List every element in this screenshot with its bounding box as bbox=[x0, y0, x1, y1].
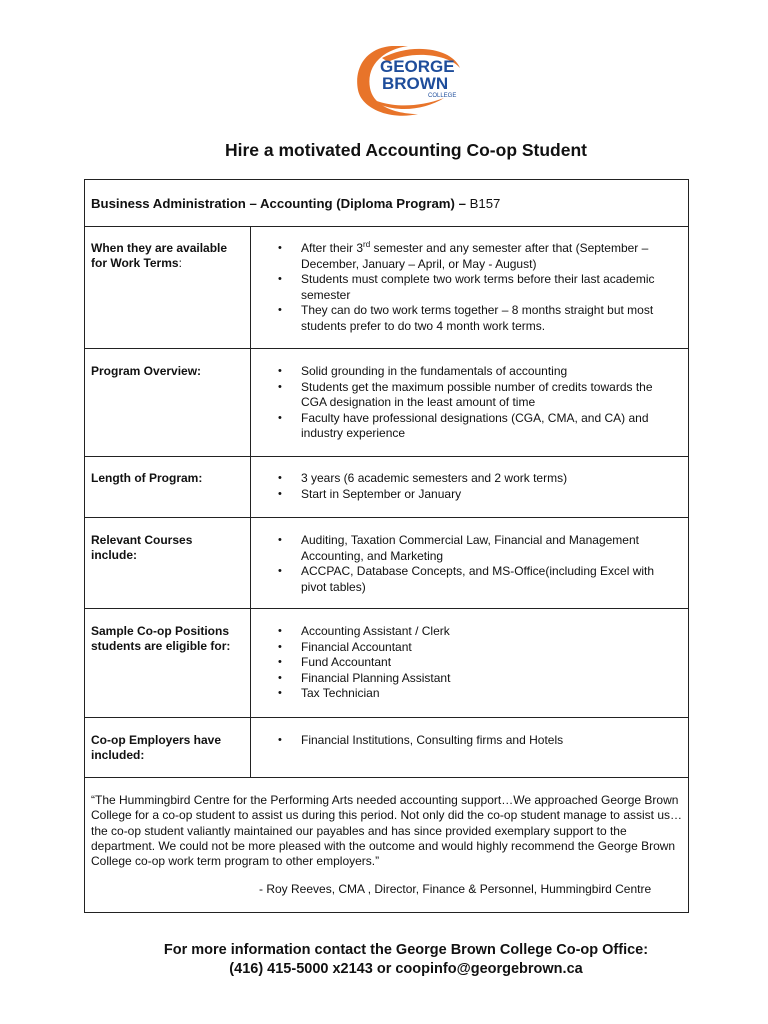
availability-list bbox=[278, 241, 678, 334]
list-item: • Students must complete two work terms before their last academic semester bbox=[278, 272, 678, 303]
logo-text-george: GEORGE bbox=[380, 57, 455, 76]
row-label-employers: Co-op Employers have included: bbox=[91, 733, 222, 762]
row-divider bbox=[85, 226, 688, 227]
row-divider bbox=[85, 717, 688, 718]
row-divider bbox=[85, 777, 688, 778]
list-item: • Tax Technician bbox=[278, 686, 678, 702]
list-item: • They can do two work terms together – 8 months straight but most students prefer to do two 4 month work terms. bbox=[278, 303, 678, 334]
courses-list bbox=[278, 533, 678, 595]
program-header bbox=[91, 196, 500, 211]
list-item-text: After their 3 bbox=[301, 241, 364, 255]
column-divider bbox=[250, 226, 251, 777]
contact-line-1: For more information contact the George Brown College Co-op Office: bbox=[163, 942, 649, 958]
page-title: Hire a motivated Accounting Co-op Student bbox=[225, 140, 587, 160]
contact-line-2: (416) 415-5000 x2143 or coopinfo@georgebrown.ca bbox=[229, 961, 583, 977]
row-label-availability bbox=[91, 241, 241, 271]
program-name: Business Administration – Accounting (Diploma Program) – bbox=[91, 196, 466, 211]
list-item: • Financial Institutions, Consulting firms and Hotels bbox=[278, 733, 678, 749]
list-item: • Fund Accountant bbox=[278, 655, 678, 671]
row-divider bbox=[85, 456, 688, 457]
list-item bbox=[278, 241, 678, 272]
list-item: • Auditing, Taxation Commercial Law, Financial and Management Accounting, and Marketing bbox=[278, 533, 678, 564]
list-item: • Accounting Assistant / Clerk bbox=[278, 624, 678, 640]
testimonial-quote: “The Hummingbird Centre for the Performing Arts needed accounting support…We approached George Brown College for a co-op student to assist us during this period. Not only did the co-op student manage to assist us… the co-op student valiantly maintained our payables and has since provided exemplary support to the department. We could not be more pleased with the outcome and would highly recommend the George Brown College co-op work term program to other employers.” bbox=[91, 793, 682, 869]
list-item: • Faculty have professional designations (CGA, CMA, and CA) and industry experience bbox=[278, 411, 678, 442]
row-divider bbox=[85, 608, 688, 609]
george-brown-college-logo bbox=[352, 40, 472, 122]
length-list bbox=[278, 471, 678, 502]
contact-info bbox=[0, 941, 768, 979]
row-label-length: Length of Program: bbox=[91, 471, 203, 485]
overview-list bbox=[278, 364, 678, 442]
list-item: • Financial Accountant bbox=[278, 640, 678, 656]
logo-text-brown: BROWN bbox=[382, 74, 449, 93]
superscript: rd bbox=[363, 240, 371, 249]
row-divider bbox=[85, 517, 688, 518]
list-item: • Solid grounding in the fundamentals of accounting bbox=[278, 364, 678, 380]
row-label-colon: : bbox=[178, 256, 182, 270]
list-item-text: semester and any semester after that (September – December, January – April, or May - August) bbox=[301, 241, 649, 271]
program-info-table bbox=[84, 179, 689, 913]
list-item: • 3 years (6 academic semesters and 2 work terms) bbox=[278, 471, 678, 487]
list-item: • ACCPAC, Database Concepts, and MS-Office(including Excel with pivot tables) bbox=[278, 564, 678, 595]
positions-list bbox=[278, 624, 678, 702]
row-label-courses: Relevant Courses include: bbox=[91, 533, 193, 562]
row-label-positions: Sample Co-op Positions students are eligible for: bbox=[91, 624, 231, 653]
logo-text-college: COLLEGE bbox=[428, 93, 457, 99]
list-item: • Financial Planning Assistant bbox=[278, 671, 678, 687]
row-label-overview: Program Overview: bbox=[91, 364, 202, 378]
list-item: • Start in September or January bbox=[278, 487, 678, 503]
row-divider bbox=[85, 348, 688, 349]
row-label-text: When they are available for Work Terms bbox=[91, 241, 228, 270]
program-code: B157 bbox=[469, 196, 501, 211]
employers-list bbox=[278, 733, 678, 749]
list-item: • Students get the maximum possible number of credits towards the CGA designation in the least amount of time bbox=[278, 380, 678, 411]
testimonial-attribution: - Roy Reeves, CMA , Director, Finance & Personnel, Hummingbird Centre bbox=[259, 882, 652, 896]
